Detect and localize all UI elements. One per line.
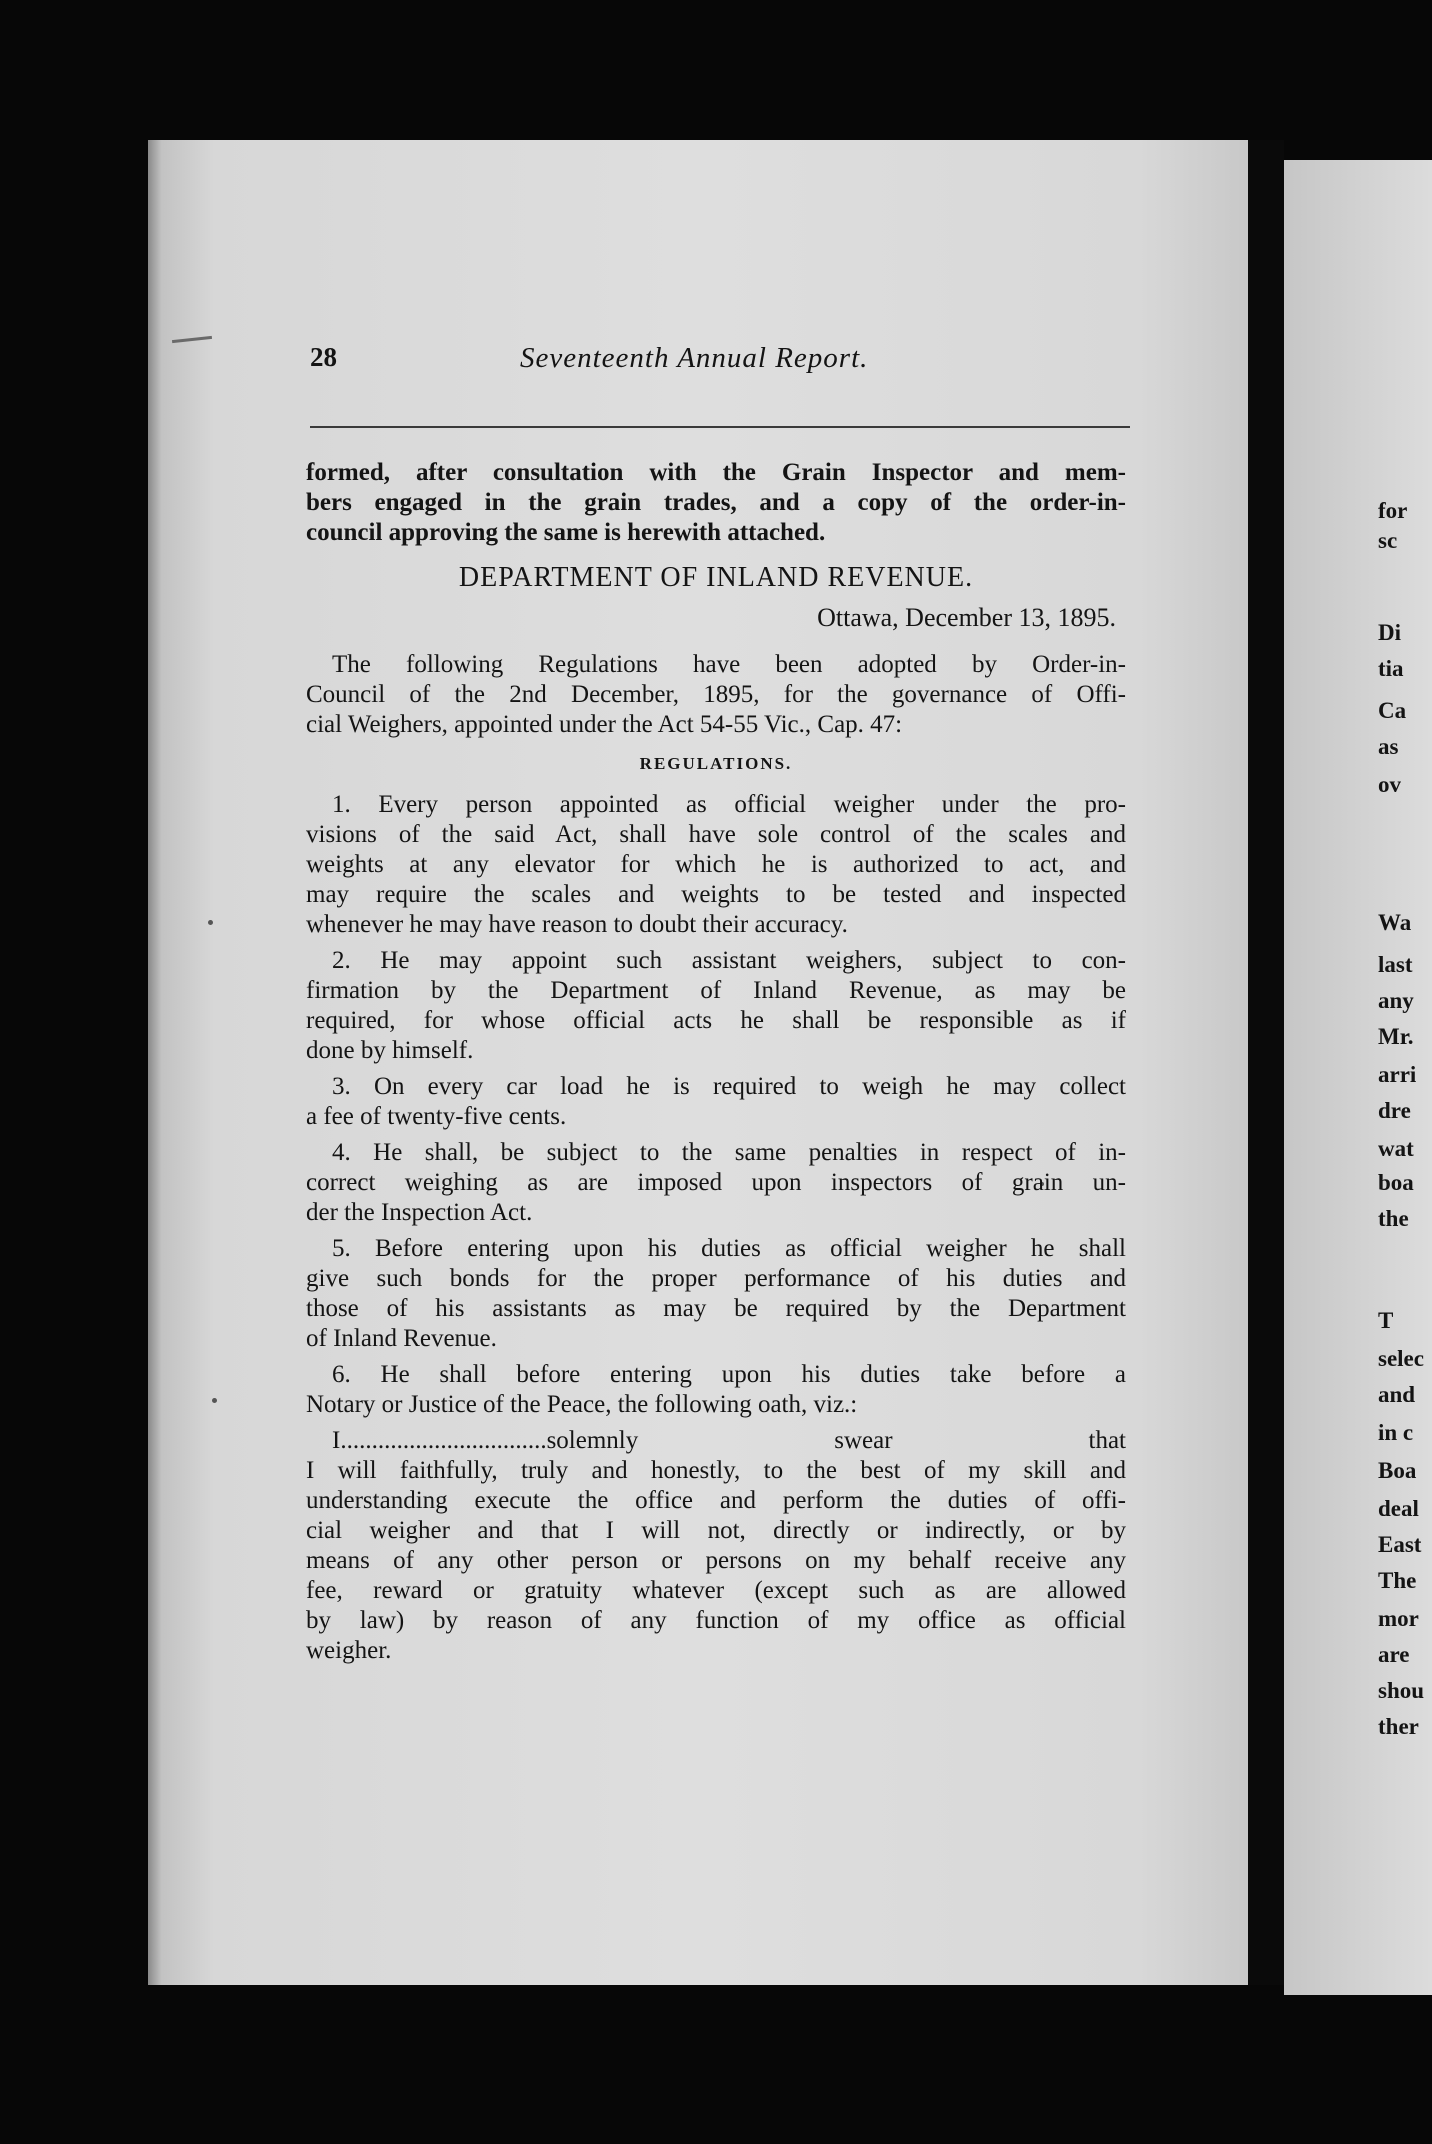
facing-page-fragment: Wa <box>1378 910 1412 935</box>
facing-page-fragment: selec <box>1378 1346 1424 1371</box>
facing-page-fragment: for <box>1378 498 1408 523</box>
facing-page-fragment: any <box>1378 988 1414 1013</box>
intro-paragraph <box>306 458 1126 548</box>
facing-page-fragment: Mr. <box>1378 1024 1414 1049</box>
facing-page-fragment: The <box>1378 1568 1417 1593</box>
text-line: weigher. <box>306 1637 392 1664</box>
preamble-paragraph <box>306 650 1126 740</box>
page-number: 28 <box>310 342 337 372</box>
text-line: weights at any elevator for which he is authorized to act, and <box>306 851 1126 878</box>
facing-page-fragment: East <box>1378 1532 1422 1557</box>
facing-page-fragment: last <box>1378 952 1413 977</box>
page-body <box>306 458 1126 1666</box>
text-line: The following Regulations have been adopted by Order-in- <box>332 651 1126 678</box>
facing-page-fragment: boa <box>1378 1170 1414 1195</box>
text-line: correct weighing as are imposed upon inspectors of grain un- <box>306 1169 1126 1196</box>
text-line: may require the scales and weights to be tested and inspected <box>306 881 1126 908</box>
text-line: give such bonds for the proper performance of his duties and <box>306 1265 1126 1292</box>
facing-page-fragment: ther <box>1378 1714 1419 1739</box>
text-line: whenever he may have reason to doubt their accuracy. <box>306 911 848 938</box>
header-rule <box>310 426 1130 428</box>
facing-page-fragment: in c <box>1378 1420 1414 1445</box>
book-gutter <box>1248 140 1284 1985</box>
facing-page-fragment: tia <box>1378 656 1404 681</box>
text-line: formed, after consultation with the Grain Inspector and mem- <box>306 459 1126 486</box>
facing-page-fragment: deal <box>1378 1496 1419 1521</box>
facing-page-fragment: mor <box>1378 1606 1419 1631</box>
section-heading: DEPARTMENT OF INLAND REVENUE. <box>458 562 974 593</box>
text-line: required, for whose official acts he shall be responsible as if <box>306 1007 1126 1034</box>
facing-page-fragment: the <box>1378 1206 1409 1231</box>
text-line: visions of the said Act, shall have sole control of the scales and <box>306 821 1126 848</box>
facing-page-fragment: arri <box>1378 1062 1417 1087</box>
text-line: bers engaged in the grain trades, and a copy of the order-in- <box>306 489 1126 516</box>
text-line: cial Weighers, appointed under the Act 54-55 Vic., Cap. 47: <box>306 711 903 738</box>
text-line: 1. Every person appointed as official weigher under the pro- <box>332 791 1126 818</box>
scan-speck <box>208 920 213 925</box>
facing-page-fragment: Ca <box>1378 698 1407 723</box>
facing-page-fragment: ov <box>1378 772 1401 797</box>
facing-page-fragment: dre <box>1378 1098 1411 1123</box>
regulations-subheading: REGULATIONS. <box>639 754 793 773</box>
text-line: firmation by the Department of Inland Revenue, as may be <box>306 977 1126 1004</box>
text-line: 4. He shall, be subject to the same penalties in respect of in- <box>332 1139 1126 1166</box>
text-line: 6. He shall before entering upon his duties take before a <box>332 1361 1126 1388</box>
facing-page-fragment: Boa <box>1378 1458 1417 1483</box>
facing-page-fragment: and <box>1378 1382 1416 1407</box>
facing-page-fragment: T <box>1378 1308 1394 1333</box>
regulation-3 <box>306 1072 1126 1132</box>
text-line: 2. He may appoint such assistant weighers, subject to con- <box>332 947 1126 974</box>
text-line: I will faithfully, truly and honestly, to the best of my skill and <box>306 1457 1126 1484</box>
text-line: cial weigher and that I will not, directly or indirectly, or by <box>306 1517 1126 1544</box>
text-line: a fee of twenty-five cents. <box>306 1103 567 1130</box>
oath-paragraph <box>306 1426 1126 1666</box>
text-line: 5. Before entering upon his duties as official weigher he shall <box>332 1235 1126 1262</box>
facing-page-fragment: wat <box>1378 1136 1414 1161</box>
text-line: understanding execute the office and perform the duties of offi- <box>306 1487 1126 1514</box>
text-line: means of any other person or persons on my behalf receive any <box>306 1547 1126 1574</box>
dateline: Ottawa, December 13, 1895. <box>817 603 1116 632</box>
scan-speck <box>212 1398 217 1403</box>
facing-page-fragment: as <box>1378 734 1399 759</box>
regulation-1 <box>306 790 1126 940</box>
text-line: Notary or Justice of the Peace, the following oath, viz.: <box>306 1391 858 1418</box>
facing-page-fragment: sc <box>1378 528 1398 553</box>
text-line: I.................................solemnly swear that <box>332 1427 1126 1454</box>
text-line: 3. On every car load he is required to weigh he may collect <box>332 1073 1126 1100</box>
text-line: der the Inspection Act. <box>306 1199 533 1226</box>
regulation-6 <box>306 1360 1126 1420</box>
text-line: fee, reward or gratuity whatever (except such as are allowed <box>306 1577 1126 1604</box>
text-line: those of his assistants as may be required by the Department <box>306 1295 1126 1322</box>
facing-page-fragment: are <box>1378 1642 1410 1667</box>
regulation-5 <box>306 1234 1126 1354</box>
facing-page-fragment: Di <box>1378 620 1401 645</box>
regulation-2 <box>306 946 1126 1066</box>
text-line: Council of the 2nd December, 1895, for the governance of Offi- <box>306 681 1126 708</box>
facing-page-fragment: shou <box>1378 1678 1425 1703</box>
running-title: Seventeenth Annual Report. <box>520 342 869 374</box>
regulation-4 <box>306 1138 1126 1228</box>
text-line: council approving the same is herewith attached. <box>306 519 826 546</box>
text-line: by law) by reason of any function of my office as official <box>306 1607 1126 1634</box>
text-line: done by himself. <box>306 1037 474 1064</box>
page-header <box>310 342 1130 386</box>
text-line: of Inland Revenue. <box>306 1325 497 1352</box>
